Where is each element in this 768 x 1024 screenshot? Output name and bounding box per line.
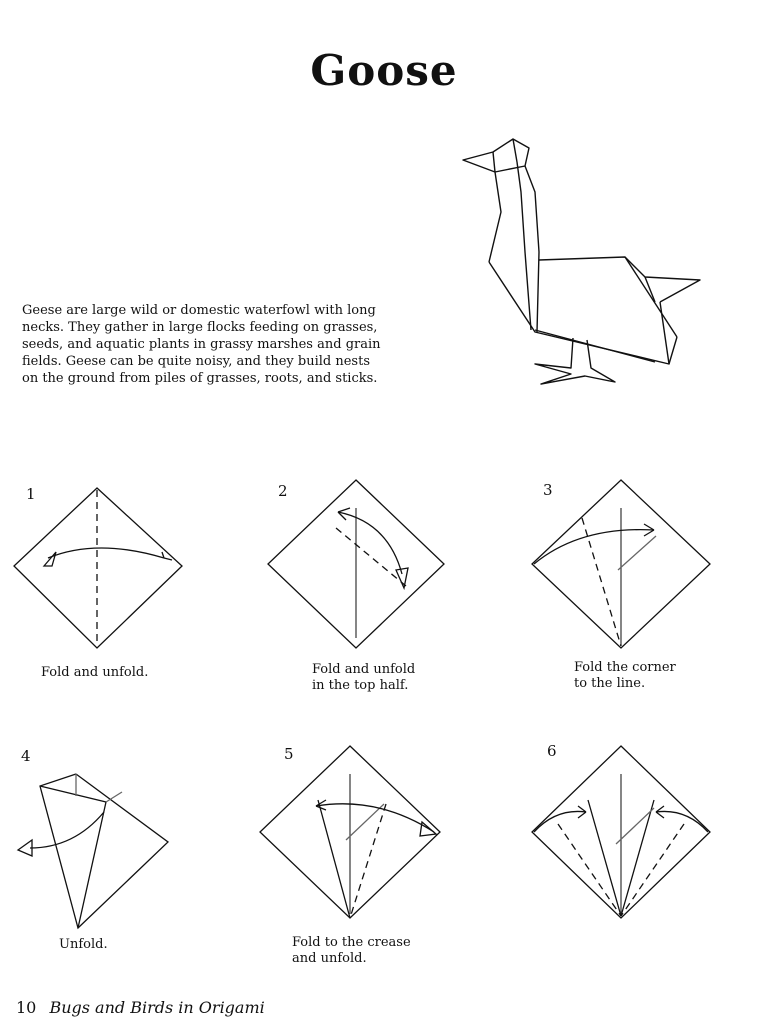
step-number: 1 <box>26 485 36 503</box>
caption-line: Fold the corner <box>574 660 676 675</box>
intro-line: seeds, and aquatic plants in grassy marshes and grain <box>22 337 381 352</box>
step-number: 5 <box>284 745 294 763</box>
step-1-diagram <box>12 486 184 650</box>
step-3-diagram <box>530 478 712 650</box>
book-title: Bugs and Birds in Origami <box>49 998 265 1017</box>
step-4-diagram <box>14 772 170 932</box>
page-title: Goose <box>310 46 458 95</box>
step-caption <box>292 935 411 967</box>
step-caption <box>574 660 676 692</box>
caption-line: Unfold. <box>59 937 108 952</box>
step-2-diagram <box>266 478 446 650</box>
step-number: 6 <box>547 742 557 760</box>
goose-illustration <box>455 132 710 392</box>
step-6-diagram <box>530 744 712 920</box>
caption-line: Fold to the crease <box>292 935 411 950</box>
caption-line: to the line. <box>574 676 646 691</box>
caption-line: and unfold. <box>292 951 367 966</box>
step-caption <box>312 662 415 694</box>
caption-line: Fold and unfold <box>312 662 416 677</box>
intro-line: Geese are large wild or domestic waterfowl with long <box>22 303 376 318</box>
step-5-diagram <box>258 744 442 920</box>
step-number: 4 <box>21 747 31 765</box>
step-caption <box>59 937 108 953</box>
page-number: 10 <box>16 998 37 1017</box>
intro-line: fields. Geese can be quite noisy, and they build nests <box>22 354 370 369</box>
intro-line: necks. They gather in large flocks feeding on grasses, <box>22 320 378 335</box>
intro-paragraph <box>22 302 412 387</box>
step-caption <box>41 665 148 681</box>
step-number: 2 <box>278 482 288 500</box>
intro-line: on the ground from piles of grasses, roots, and sticks. <box>22 371 378 386</box>
caption-line: Fold and unfold. <box>41 665 149 680</box>
caption-line: in the top half. <box>312 678 409 693</box>
step-number: 3 <box>543 481 553 499</box>
page-footer <box>16 998 265 1017</box>
